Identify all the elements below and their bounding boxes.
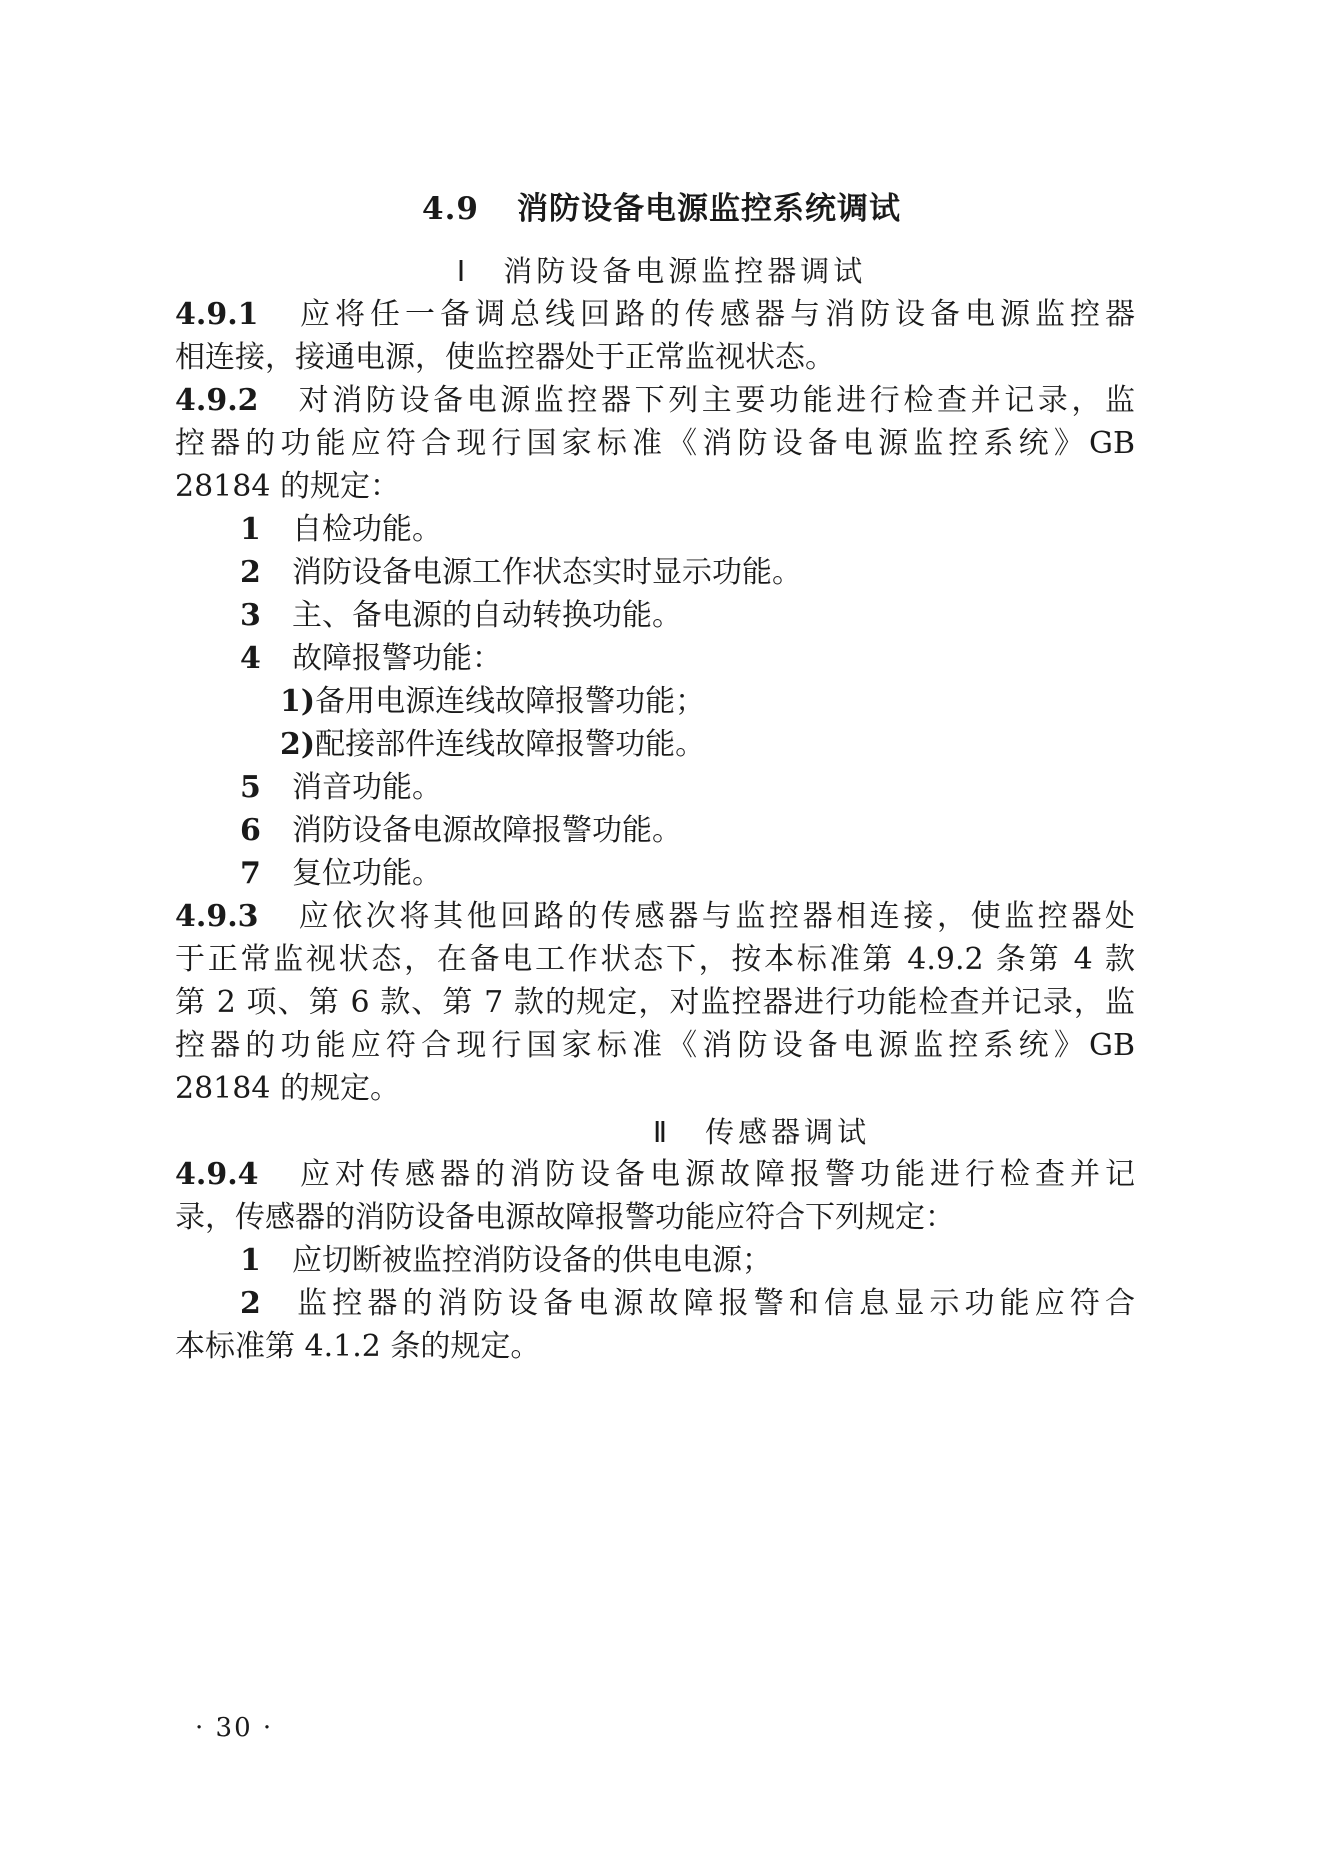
clause-4-9-4-line-2: 录，传感器的消防设备电源故障报警功能应符合下列规定： (175, 1200, 955, 1235)
item-number: 3 (240, 598, 261, 633)
item-text: 消音功能。 (292, 770, 442, 805)
clause-4-9-3-line-1 (175, 897, 1135, 937)
list-item (240, 1241, 1135, 1281)
item-number: 6 (240, 813, 261, 848)
list-item (240, 639, 1135, 679)
list-item (240, 811, 1135, 851)
item-number: 5 (240, 770, 261, 805)
item-number: 7 (240, 856, 261, 891)
clause-number: 4.9.1 (175, 297, 259, 332)
clause-text: 对消防设备电源监控器下列主要功能进行检查并记录，监 (295, 383, 1135, 418)
item-text: 自检功能。 (292, 512, 442, 547)
list-item (240, 596, 1135, 636)
clause-4-9-3-line-4: 控器的功能应符合现行国家标准《消防设备电源监控系统》GB (175, 1028, 1135, 1063)
item-text: 故障报警功能： (292, 641, 502, 676)
item-text: 主、备电源的自动转换功能。 (292, 598, 682, 633)
list-item (240, 510, 1135, 550)
item-number: 1 (240, 512, 261, 547)
clause-4-9-2-line-3: 28184 的规定： (175, 469, 400, 504)
subitem-text: 配接部件连线故障报警功能。 (315, 727, 706, 762)
clause-4-9-4-line-1 (175, 1155, 1135, 1195)
clause-text: 应将任一备调总线回路的传感器与消防设备电源监控器 (295, 297, 1135, 332)
clause-4-9-4-line-4: 本标准第 4.1.2 条的规定。 (175, 1329, 541, 1364)
clause-4-9-3-line-2: 于正常监视状态，在备电工作状态下，按本标准第 4.9.2 条第 4 款 (175, 942, 1135, 977)
clause-4-9-1-line-1 (175, 295, 1135, 335)
part-title-1: 消防设备电源监控器调试 (503, 254, 867, 288)
clause-4-9-3-line-3: 第 2 项、第 6 款、第 7 款的规定，对监控器进行功能检查并记录，监 (175, 985, 1135, 1020)
sub-list-item (280, 682, 1135, 722)
part-heading-1 (0, 251, 1323, 292)
sub-list-item (280, 725, 1135, 765)
item-number: 2 (240, 555, 261, 590)
item-text: 应切断被监控消防设备的供电电源； (292, 1243, 772, 1278)
clause-4-9-2-line-1 (175, 381, 1135, 421)
subitem-number: 1) (280, 684, 316, 719)
part-roman-1: Ⅰ (456, 256, 470, 288)
list-item (240, 854, 1135, 894)
clause-4-9-1-line-2: 相连接，接通电源，使监控器处于正常监视状态。 (175, 340, 835, 375)
clause-4-9-3-line-5: 28184 的规定。 (175, 1071, 400, 1106)
part-roman-2: Ⅱ (652, 1117, 672, 1149)
part-heading-2 (100, 1112, 1323, 1153)
list-item (240, 1284, 1135, 1324)
page-number: · 30 · (195, 1713, 274, 1743)
clause-text: 应对传感器的消防设备电源故障报警功能进行检查并记 (295, 1157, 1135, 1192)
item-text: 消防设备电源工作状态实时显示功能。 (292, 555, 802, 590)
clause-number: 4.9.3 (175, 899, 259, 934)
clause-text: 应依次将其他回路的传感器与监控器相连接，使监控器处 (295, 899, 1135, 934)
item-number: 4 (240, 641, 261, 676)
part-title-2: 传感器调试 (705, 1115, 871, 1149)
item-number: 2 (240, 1286, 261, 1321)
item-text: 监控器的消防设备电源故障报警和信息显示功能应符合 (292, 1286, 1135, 1321)
list-item (240, 768, 1135, 808)
clause-4-9-2-line-2: 控器的功能应符合现行国家标准《消防设备电源监控系统》GB (175, 426, 1135, 461)
section-heading (0, 188, 1323, 230)
item-text: 复位功能。 (292, 856, 442, 891)
clause-number: 4.9.2 (175, 383, 259, 418)
section-number: 4.9 (422, 191, 479, 227)
item-number: 1 (240, 1243, 261, 1278)
clause-number: 4.9.4 (175, 1157, 259, 1192)
list-item (240, 553, 1135, 593)
section-title: 消防设备电源监控系统调试 (516, 191, 901, 227)
subitem-number: 2) (280, 727, 316, 762)
subitem-text: 备用电源连线故障报警功能； (315, 684, 706, 719)
item-text: 消防设备电源故障报警功能。 (292, 813, 682, 848)
